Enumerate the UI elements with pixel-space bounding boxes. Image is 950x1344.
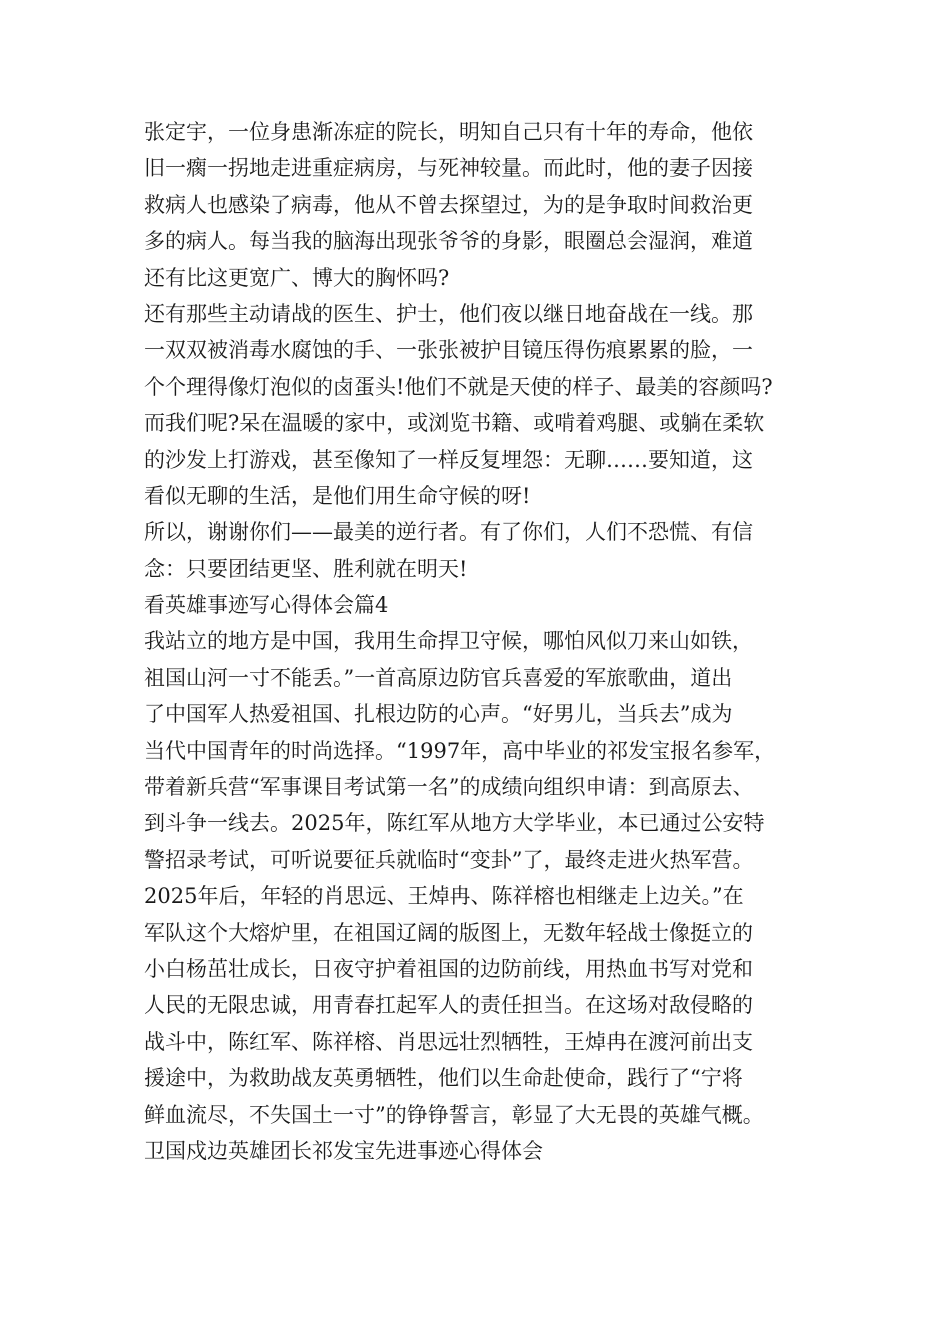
section-heading: 看英雄事迹写心得体会篇4 xyxy=(144,593,389,618)
paragraph-line: 军队这个大熔炉里，在祖国辽阔的版图上，无数年轻战士像挺立的 xyxy=(144,920,753,945)
paragraph-line: 小白杨茁壮成长，日夜守护着祖国的边防前线，用热血书写对党和 xyxy=(144,956,753,981)
paragraph-line: 旧一瘸一拐地走进重症病房，与死神较量。而此时，他的妻子因接 xyxy=(144,156,753,181)
paragraph-line: 张定宇，一位身患渐冻症的院长，明知自己只有十年的寿命，他依 xyxy=(144,120,753,144)
paragraph-line: 的沙发上打游戏，甚至像知了一样反复埋怨：无聊……要知道，这 xyxy=(144,447,753,472)
paragraph-line: 还有那些主动请战的医生、护士，他们夜以继日地奋战在一线。那 xyxy=(144,301,753,326)
paragraph-line: 个个理得像灯泡似的卤蛋头!他们不就是天使的样子、最美的容颜吗? xyxy=(144,374,773,399)
paragraph-line: 一双双被消毒水腐蚀的手、一张张被护目镜压得伤痕累累的脸，一 xyxy=(144,338,753,363)
paragraph-line: 我站立的地方是中国，我用生命捍卫守候，哪怕风似刀来山如铁， xyxy=(144,629,753,654)
paragraph-line: 援途中，为救助战友英勇牺牲，他们以生命赴使命，践行了“宁将 xyxy=(144,1066,743,1091)
paragraph-line: 念：只要团结更坚、胜利就在明天! xyxy=(144,556,468,581)
paragraph-line: 警招录考试，可听说要征兵就临时“变卦”了，最终走进火热军营。 xyxy=(144,847,754,872)
paragraph-line: 所以，谢谢你们——最美的逆行者。有了你们，人们不恐慌、有信 xyxy=(144,520,753,545)
paragraph-line: 到斗争一线去。2025年，陈红军从地方大学毕业，本已通过公安特 xyxy=(144,811,765,836)
paragraph-line: 了中国军人热爱祖国、扎根边防的心声。“好男儿，当兵去”成为 xyxy=(144,702,733,727)
paragraph-line: 战斗中，陈红军、陈祥榕、肖思远壮烈牺牲，王焯冉在渡河前出支 xyxy=(144,1029,753,1054)
paragraph-line: 多的病人。每当我的脑海出现张爷爷的身影，眼圈总会湿润，难道 xyxy=(144,229,753,254)
paragraph-line: 救病人也感染了病毒，他从不曾去探望过，为的是争取时间救治更 xyxy=(144,192,753,217)
document-body xyxy=(144,114,834,1169)
section-heading: 卫国戍边英雄团长祁发宝先进事迹心得体会 xyxy=(144,1138,543,1163)
paragraph-line: 当代中国青年的时尚选择。“1997年，高中毕业的祁发宝报名参军， xyxy=(144,738,776,763)
paragraph-line: 带着新兵营“军事课目考试第一名”的成绩向组织申请：到高原去、 xyxy=(144,775,754,800)
paragraph-line: 鲜血流尽，不失国土一寸”的铮铮誓言，彰显了大无畏的英雄气概。 xyxy=(144,1102,764,1127)
paragraph-line: 看似无聊的生活，是他们用生命守候的呀! xyxy=(144,483,531,508)
paragraph-line: 而我们呢?呆在温暖的家中，或浏览书籍、或啃着鸡腿、或躺在柔软 xyxy=(144,411,765,436)
paragraph-line: 2025年后，年轻的肖思远、王焯冉、陈祥榕也相继走上边关。”在 xyxy=(144,884,744,909)
paragraph-line: 还有比这更宽广、博大的胸怀吗? xyxy=(144,265,450,290)
paragraph-line: 人民的无限忠诚，用青春扛起军人的责任担当。在这场对敌侵略的 xyxy=(144,993,753,1018)
paragraph-line: 祖国山河一寸不能丢。”一首高原边防官兵喜爱的军旅歌曲，道出 xyxy=(144,665,733,690)
